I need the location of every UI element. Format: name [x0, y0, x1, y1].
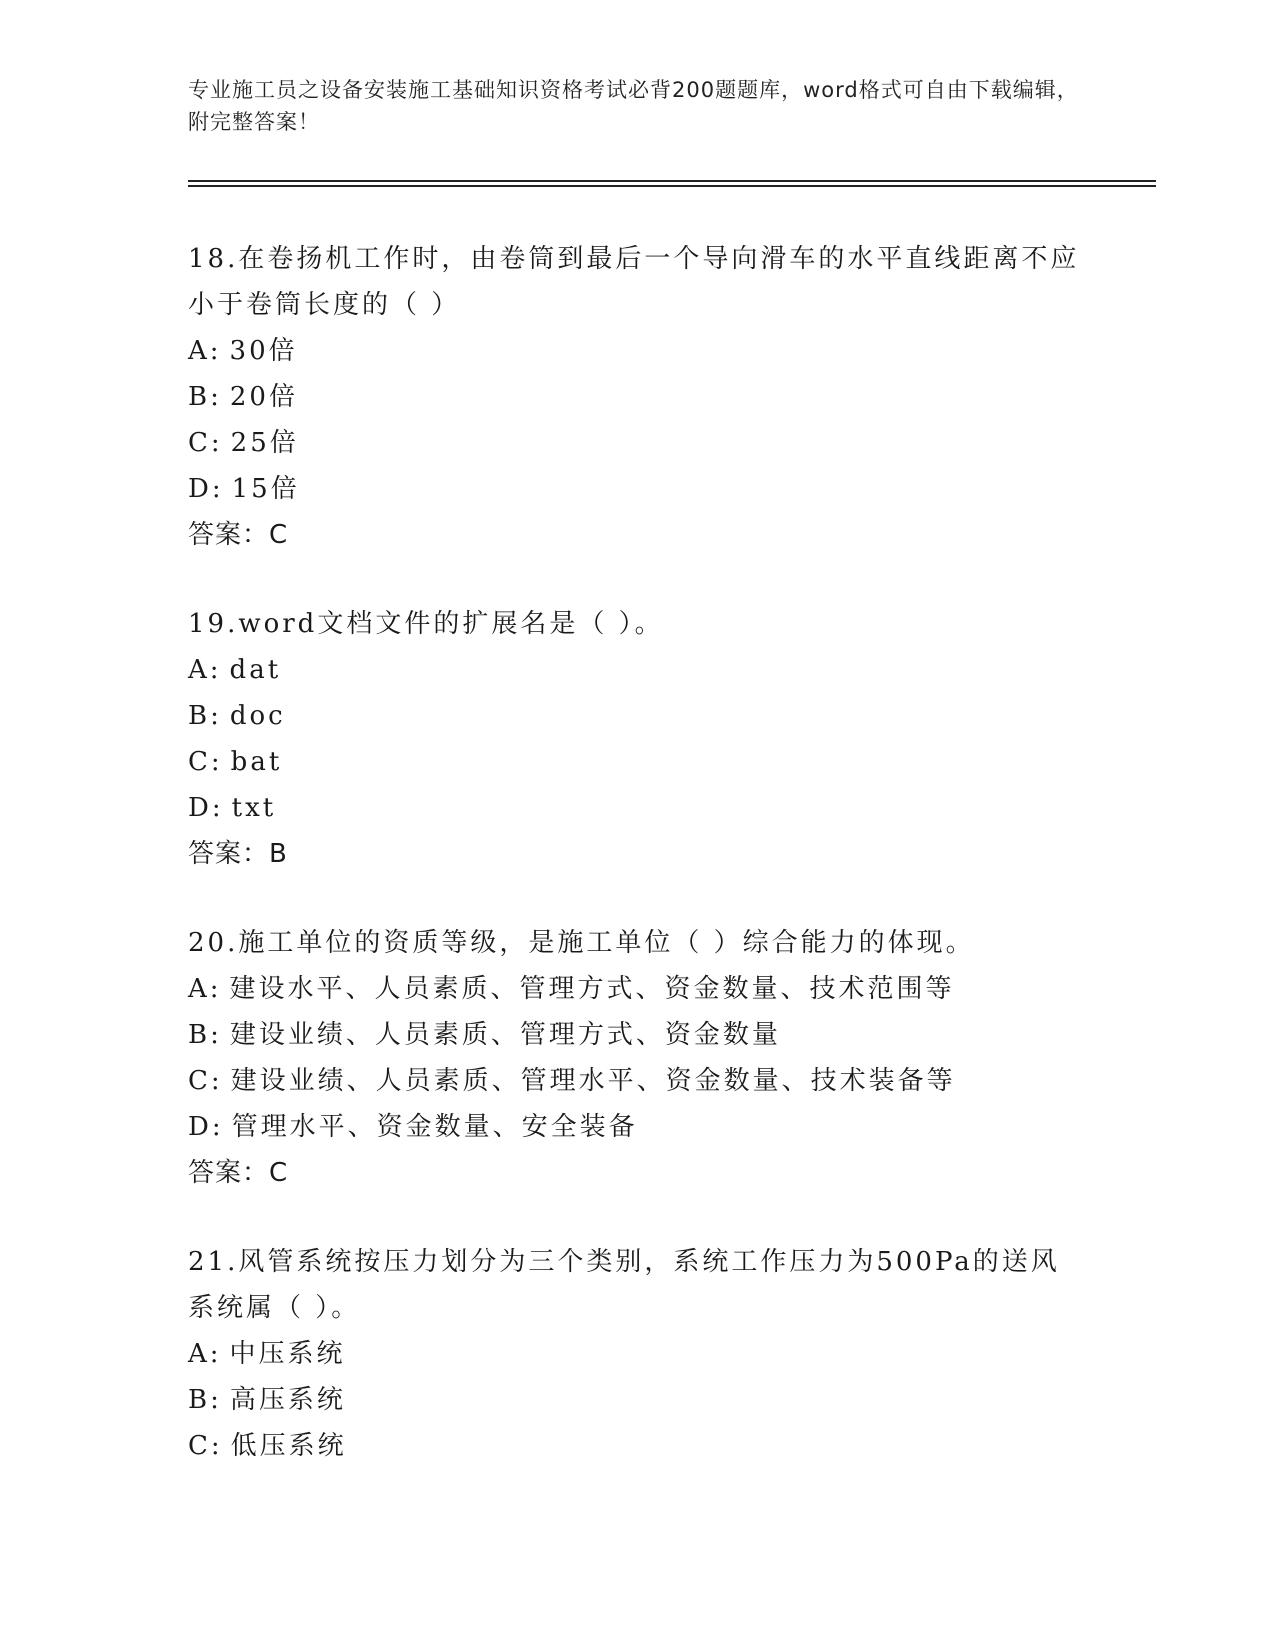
option-c: C: 低压系统: [188, 1431, 347, 1461]
document-header: 专业施工员之设备安装施工基础知识资格考试必背200题题库，word格式可自由下载编辑，附完整答案！: [188, 78, 1079, 134]
question-19: [188, 601, 1088, 877]
question-text: 19.word文档文件的扩展名是（ ）。: [188, 609, 664, 639]
question-21: [188, 1239, 1088, 1469]
option-c: C: 建设业绩、人员素质、管理水平、资金数量、技术装备等: [188, 1066, 956, 1096]
question-text: 18.在卷扬机工作时，由卷筒到最后一个导向滑车的水平直线距离不应小于卷筒长度的（ ）: [188, 244, 1080, 320]
option-d: D: 15倍: [188, 474, 300, 504]
option-d: D: 管理水平、资金数量、安全装备: [188, 1112, 638, 1142]
question-20: [188, 920, 1088, 1196]
answer: 答案：C: [188, 1158, 289, 1188]
option-b: B: 高压系统: [188, 1385, 346, 1415]
header-divider-top: [188, 180, 1156, 182]
option-d: D: txt: [188, 793, 277, 823]
option-c: C: bat: [188, 747, 283, 777]
question-text: 21.风管系统按压力划分为三个类别，系统工作压力为500Pa的送风系统属（ ）。: [188, 1247, 1060, 1323]
answer: 答案：B: [188, 839, 288, 869]
option-b: B: 建设业绩、人员素质、管理方式、资金数量: [188, 1020, 781, 1050]
option-b: B: doc: [188, 701, 286, 731]
option-b: B: 20倍: [188, 382, 298, 412]
question-text: 20.施工单位的资质等级，是施工单位（ ）综合能力的体现。: [188, 928, 975, 958]
question-18: [188, 236, 1088, 558]
option-a: A: 中压系统: [188, 1339, 346, 1369]
header-divider-bottom: [188, 185, 1156, 187]
option-a: A: 30倍: [188, 336, 298, 366]
answer: 答案：C: [188, 520, 289, 550]
option-c: C: 25倍: [188, 428, 299, 458]
option-a: A: 建设水平、人员素质、管理方式、资金数量、技术范围等: [188, 974, 955, 1004]
question-list: [188, 236, 1088, 1512]
option-a: A: dat: [188, 655, 282, 685]
